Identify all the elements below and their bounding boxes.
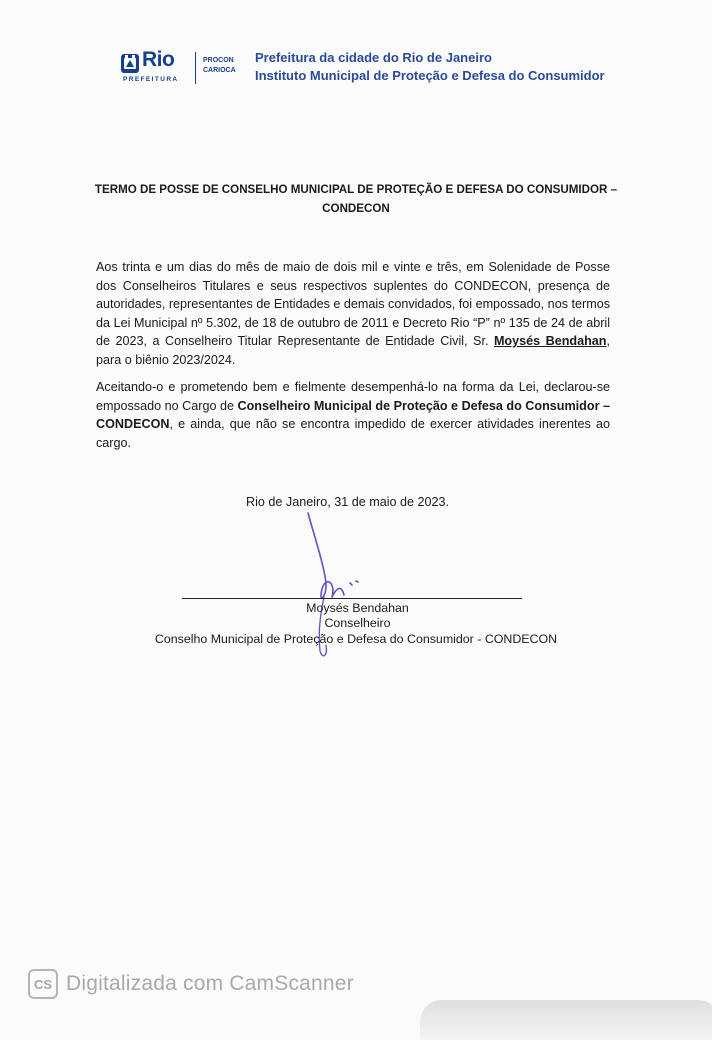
- appointee-name: Moysés Bendahan: [493, 334, 607, 349]
- paragraph-1-text: Aos trinta e um dias do mês de maio de dois mil e vinte e três, em Solenidade de Posse dos Conselheiros Titulares e seus respectivos suplentes do CONDECON, presença de autoridades, representantes de Entidades e demais convidados, foi empossado, nos termos da Lei Municipal nº 5.302, de 18 de outubro de 2011 e Decreto Rio “P” nº 135 de 24 de abril de 2023, a Conselheiro Titular Representante de Entidade Civil, Sr.: [96, 260, 610, 349]
- paragraph-1-end: , para o biênio 2023/2024.: [96, 334, 611, 367]
- signatory-role: Conselheiro: [324, 616, 391, 630]
- document-title: [80, 180, 632, 218]
- paragraph-2-end: , e ainda, que não se encontra impedido de exercer atividades inerentes ao cargo.: [96, 417, 610, 450]
- title-line-1: TERMO DE POSSE DE CONSELHO MUNICIPAL DE PROTEÇÃO E DEFESA DO CONSUMIDOR –: [94, 183, 618, 196]
- paragraph-2-text: Aceitando-o e prometendo bem e fielmente desempenhá-lo na forma da Lei, declarou-se empossado no Cargo de: [96, 380, 610, 413]
- letterhead-line-2: Instituto Municipal de Proteção e Defesa do Consumidor: [255, 68, 605, 83]
- position-title: Conselheiro Municipal de Proteção e Defesa do Consumidor – CONDECON: [96, 398, 610, 432]
- logo-word: Rio: [142, 48, 175, 71]
- logo-divider: [195, 52, 196, 84]
- logo-subtitle: PREFEITURA: [123, 76, 179, 83]
- procon-carioca-logo: [203, 56, 236, 76]
- date-line: Rio de Janeiro, 31 de maio de 2023.: [246, 495, 450, 509]
- letterhead-line-1: Prefeitura da cidade do Rio de Janeiro: [255, 50, 492, 65]
- scan-edge-shadow: [420, 1000, 712, 1040]
- procon-line: PROCON: [203, 57, 234, 64]
- camscanner-watermark: [28, 967, 354, 1001]
- paragraph-2: [96, 378, 610, 452]
- signatory-organization: Conselho Municipal de Proteção e Defesa do Consumidor - CONDECON: [154, 632, 558, 646]
- rio-crest-icon: [120, 52, 140, 74]
- title-line-2: CONDECON: [322, 202, 390, 215]
- paragraph-1: [96, 258, 610, 370]
- prefeitura-rio-logo: [120, 50, 190, 90]
- signature-line: [182, 598, 522, 599]
- camscanner-text: Digitalizada com CamScanner: [66, 972, 354, 995]
- letterhead-text: [255, 49, 605, 85]
- carioca-line: CARIOCA: [203, 67, 236, 74]
- signatory-name: Moysés Bendahan: [306, 601, 409, 615]
- camscanner-icon: CS: [28, 969, 58, 999]
